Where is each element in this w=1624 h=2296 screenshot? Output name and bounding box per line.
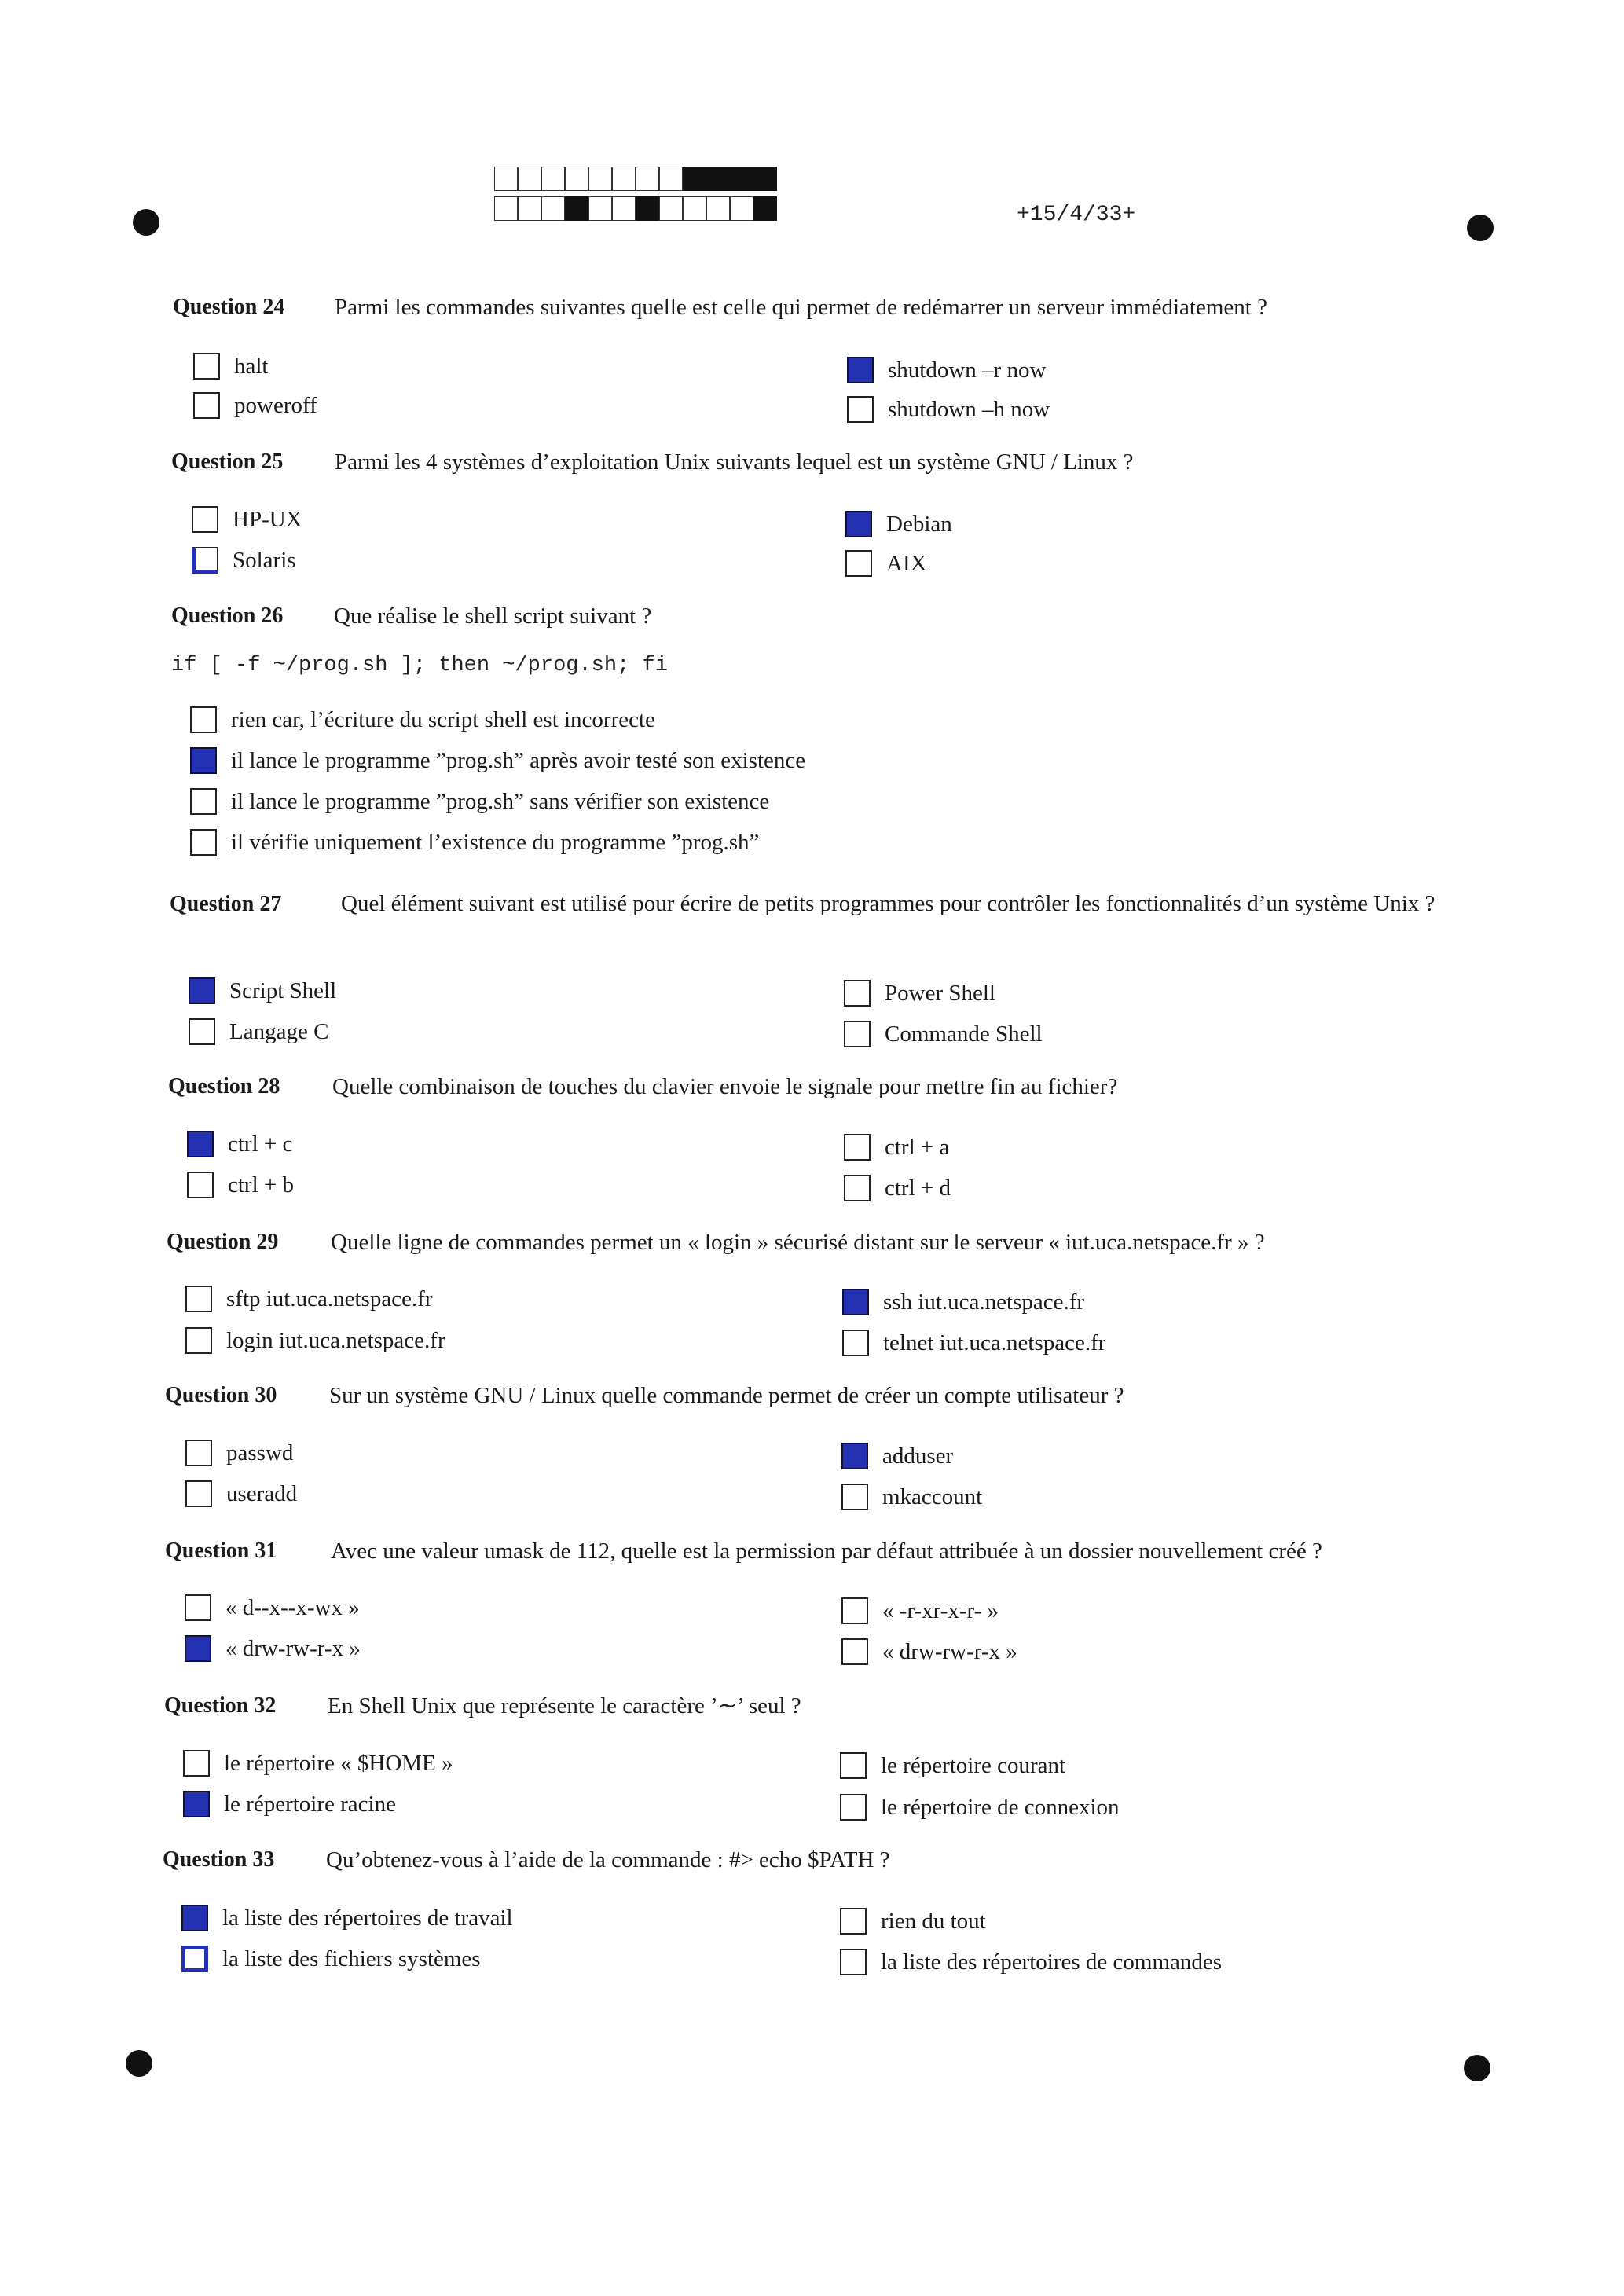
answer-checkbox[interactable]	[193, 392, 220, 419]
barcode-cell	[565, 167, 588, 191]
answer-label: HP-UX	[233, 507, 302, 532]
answer-checkbox[interactable]	[190, 788, 217, 815]
answer-label: « drw-rw-r-x »	[225, 1636, 361, 1661]
answer-label: shutdown –h now	[888, 397, 1050, 422]
question-label: Question 32	[164, 1693, 277, 1718]
answer-checkbox[interactable]	[841, 1443, 868, 1469]
answer-option	[841, 1638, 1017, 1666]
answer-checkbox[interactable]	[181, 1905, 208, 1931]
question-label: Question 28	[168, 1074, 280, 1098]
question-label: Question 33	[163, 1847, 275, 1872]
answer-checkbox[interactable]	[185, 1327, 212, 1354]
answer-option	[844, 1174, 951, 1202]
barcode-cell	[683, 167, 706, 191]
answer-option	[189, 977, 336, 1005]
answer-checkbox[interactable]	[187, 1172, 214, 1198]
question-label: Question 30	[165, 1383, 277, 1407]
answer-label: Langage C	[229, 1019, 329, 1044]
question-label: Question 24	[173, 295, 285, 319]
barcode-cell	[636, 196, 659, 221]
question-label: Question 26	[171, 603, 284, 628]
answer-option	[183, 1749, 453, 1777]
barcode	[494, 167, 779, 222]
answer-checkbox[interactable]	[192, 547, 218, 574]
answer-label: le répertoire courant	[881, 1753, 1066, 1778]
barcode-cell	[612, 196, 636, 221]
answer-option	[185, 1634, 361, 1663]
answer-checkbox[interactable]	[190, 706, 217, 733]
answer-checkbox[interactable]	[844, 980, 871, 1007]
answer-checkbox[interactable]	[841, 1484, 868, 1510]
answer-option	[190, 828, 759, 856]
barcode-cell	[541, 196, 565, 221]
answer-option	[841, 1597, 999, 1625]
answer-label: la liste des répertoires de travail	[222, 1905, 513, 1931]
answer-option	[193, 391, 317, 420]
answer-label: rien du tout	[881, 1909, 986, 1934]
answer-option	[185, 1326, 445, 1355]
answer-option	[840, 1751, 1065, 1780]
barcode-cell	[518, 196, 541, 221]
page-code: +15/4/33+	[1017, 203, 1136, 227]
question-label: Question 25	[171, 449, 284, 474]
answer-label: il lance le programme ”prog.sh” sans vérifier son existence	[231, 789, 770, 814]
answer-checkbox[interactable]	[842, 1330, 869, 1356]
question-label: Question 31	[165, 1539, 277, 1563]
answer-label: le répertoire de connexion	[881, 1795, 1120, 1820]
barcode-cell	[730, 167, 753, 191]
answer-option	[187, 1171, 294, 1199]
barcode-cell	[730, 196, 753, 221]
answer-checkbox[interactable]	[190, 747, 217, 774]
answer-option	[840, 1793, 1120, 1821]
answer-label: rien car, l’écriture du script shell est incorrecte	[231, 707, 655, 732]
barcode-cell	[518, 167, 541, 191]
answer-checkbox[interactable]	[193, 353, 220, 380]
question-block	[170, 891, 1458, 917]
answer-checkbox[interactable]	[185, 1594, 211, 1621]
barcode-cell	[683, 196, 706, 221]
question-text: Quelle combinaison de touches du clavier envoie le signale pour mettre fin au fichier?	[332, 1074, 1118, 1099]
question-text: En Shell Unix que représente le caractère ’∼’ seul ?	[328, 1693, 801, 1718]
answer-option	[181, 1904, 513, 1932]
answer-label: useradd	[226, 1481, 298, 1506]
answer-label: « drw-rw-r-x »	[882, 1639, 1017, 1664]
answer-label: ctrl + a	[885, 1135, 950, 1160]
answer-option	[190, 746, 805, 775]
answer-label: telnet iut.uca.netspace.fr	[883, 1330, 1106, 1355]
answer-label: il lance le programme ”prog.sh” après avoir testé son existence	[231, 748, 806, 773]
answer-checkbox[interactable]	[847, 357, 874, 383]
answer-option	[840, 1907, 986, 1935]
barcode-cell	[541, 167, 565, 191]
answer-label: le répertoire « $HOME »	[224, 1751, 453, 1776]
answer-checkbox[interactable]	[844, 1175, 871, 1201]
answer-checkbox[interactable]	[187, 1131, 214, 1157]
corner-marker-bottom-right	[1464, 2055, 1490, 2081]
answer-checkbox[interactable]	[842, 1289, 869, 1315]
barcode-cell	[612, 167, 636, 191]
answer-option	[189, 1018, 328, 1046]
answer-checkbox[interactable]	[190, 829, 217, 856]
barcode-cell	[659, 167, 683, 191]
answer-checkbox[interactable]	[845, 511, 872, 537]
answer-label: Debian	[886, 512, 952, 537]
answer-checkbox[interactable]	[183, 1750, 210, 1777]
answer-checkbox[interactable]	[192, 506, 218, 533]
answer-checkbox[interactable]	[185, 1480, 212, 1507]
answer-checkbox[interactable]	[183, 1791, 210, 1817]
answer-option	[847, 395, 1050, 424]
answer-option	[190, 706, 655, 734]
barcode-cell	[753, 196, 777, 221]
answer-label: passwd	[226, 1440, 294, 1465]
answer-checkbox[interactable]	[840, 1752, 867, 1779]
answer-option	[844, 1020, 1043, 1048]
barcode-cell	[588, 167, 612, 191]
answer-label: le répertoire racine	[224, 1792, 396, 1817]
question-text: Parmi les commandes suivantes quelle est celle qui permet de redémarrer un serveur immédiatement ?	[335, 295, 1267, 320]
question-text: Qu’obtenez-vous à l’aide de la commande : #> echo $PATH ?	[326, 1847, 890, 1872]
answer-label: ctrl + b	[228, 1172, 294, 1198]
barcode-cell	[706, 167, 730, 191]
answer-option	[181, 1945, 481, 1973]
answer-option	[841, 1483, 982, 1511]
barcode-cell	[706, 196, 730, 221]
answer-label: shutdown –r now	[888, 358, 1047, 383]
answer-label: Power Shell	[885, 981, 995, 1006]
answer-option	[192, 505, 302, 534]
answer-option	[190, 787, 769, 816]
answer-label: ctrl + d	[885, 1176, 951, 1201]
barcode-cell	[636, 167, 659, 191]
answer-checkbox[interactable]	[185, 1440, 212, 1466]
barcode-cell	[494, 196, 518, 221]
answer-option	[187, 1130, 292, 1158]
answer-option	[844, 979, 995, 1007]
answer-option	[847, 356, 1046, 384]
question-text: Quel élément suivant est utilisé pour écrire de petits programmes pour contrôler les fonctionnalités d’un système Unix ?	[341, 891, 1435, 916]
code-snippet: if [ -f ~/prog.sh ]; then ~/prog.sh; fi	[171, 654, 668, 677]
answer-label: mkaccount	[882, 1484, 983, 1509]
corner-marker-top-left	[133, 209, 159, 236]
answer-option	[845, 510, 952, 538]
answer-label: Solaris	[233, 548, 296, 573]
corner-marker-top-right	[1467, 215, 1494, 241]
answer-checkbox[interactable]	[840, 1908, 867, 1935]
answer-label: il vérifie uniquement l’existence du programme ”prog.sh”	[231, 830, 760, 855]
answer-label: la liste des fichiers systèmes	[222, 1946, 481, 1971]
answer-checkbox[interactable]	[840, 1794, 867, 1821]
barcode-cell	[588, 196, 612, 221]
answer-label: la liste des répertoires de commandes	[881, 1949, 1223, 1975]
answer-checkbox[interactable]	[845, 550, 872, 577]
question-label: Question 29	[167, 1230, 279, 1254]
answer-checkbox[interactable]	[185, 1286, 212, 1312]
barcode-cell	[753, 167, 777, 191]
answer-label: ssh iut.uca.netspace.fr	[883, 1289, 1085, 1315]
question-text: Que réalise le shell script suivant ?	[334, 603, 652, 629]
answer-option	[185, 1439, 293, 1467]
answer-option	[841, 1442, 953, 1470]
answer-checkbox[interactable]	[185, 1635, 211, 1662]
answer-checkbox[interactable]	[847, 396, 874, 423]
answer-checkbox[interactable]	[189, 977, 215, 1004]
answer-option	[842, 1329, 1105, 1357]
answer-label: halt	[234, 354, 269, 379]
question-text: Avec une valeur umask de 112, quelle est la permission par défaut attribuée à un dossier nouvellement créé ?	[331, 1539, 1322, 1564]
answer-option	[842, 1288, 1084, 1316]
answer-label: adduser	[882, 1443, 954, 1469]
answer-option	[844, 1133, 949, 1161]
answer-checkbox[interactable]	[841, 1638, 868, 1665]
answer-label: « d--x--x-wx »	[225, 1595, 360, 1620]
answer-label: « -r-xr-x-r- »	[882, 1598, 999, 1623]
answer-option	[183, 1790, 396, 1818]
answer-option	[185, 1480, 297, 1508]
question-text: Sur un système GNU / Linux quelle commande permet de créer un compte utilisateur ?	[329, 1383, 1124, 1408]
answer-checkbox[interactable]	[181, 1946, 208, 1972]
answer-checkbox[interactable]	[840, 1949, 867, 1975]
answer-checkbox[interactable]	[844, 1134, 871, 1161]
answer-label: sftp iut.uca.netspace.fr	[226, 1286, 433, 1311]
answer-label: AIX	[886, 551, 927, 576]
answer-option	[185, 1594, 360, 1622]
answer-option	[185, 1285, 433, 1313]
question-text: Parmi les 4 systèmes d’exploitation Unix suivants lequel est un système GNU / Linux ?	[335, 449, 1134, 475]
answer-checkbox[interactable]	[189, 1018, 215, 1045]
answer-checkbox[interactable]	[841, 1597, 868, 1624]
answer-label: login iut.uca.netspace.fr	[226, 1328, 445, 1353]
corner-marker-bottom-left	[126, 2050, 152, 2077]
answer-option	[192, 546, 296, 574]
answer-label: Commande Shell	[885, 1021, 1043, 1047]
barcode-cell	[659, 196, 683, 221]
answer-option	[193, 352, 269, 380]
answer-checkbox[interactable]	[844, 1021, 871, 1047]
answer-option	[840, 1948, 1222, 1976]
barcode-cell	[565, 196, 588, 221]
question-label: Question 27	[170, 892, 282, 916]
answer-label: poweroff	[234, 393, 317, 418]
barcode-cell	[494, 167, 518, 191]
question-text: Quelle ligne de commandes permet un « login » sécurisé distant sur le serveur « iut.uca.netspace.fr » ?	[331, 1230, 1265, 1255]
answer-option	[845, 549, 927, 578]
answer-label: ctrl + c	[228, 1131, 293, 1157]
answer-label: Script Shell	[229, 978, 337, 1003]
